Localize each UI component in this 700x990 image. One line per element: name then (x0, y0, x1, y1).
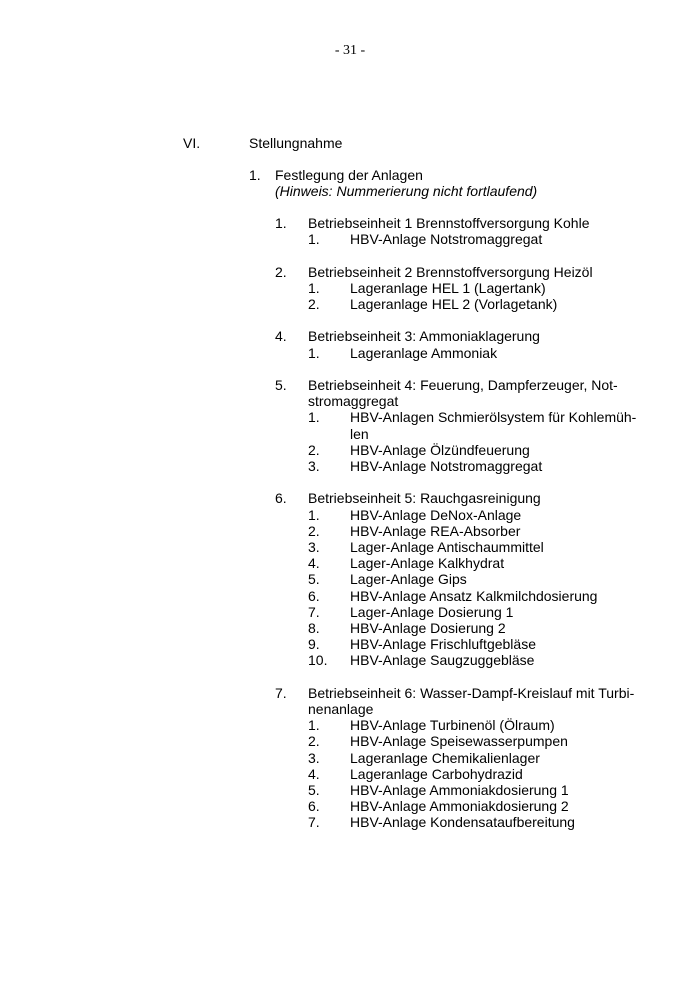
plant-number: 5. (308, 571, 320, 588)
unit-number: 5. (275, 377, 287, 393)
plant-name: Lager-Anlage Gips (350, 571, 467, 588)
plant-name: Lageranlage Chemikalienlager (350, 749, 540, 766)
plant-number: 1. (308, 344, 320, 361)
unit-number: 2. (275, 263, 287, 280)
plant-number: 2. (308, 522, 320, 539)
plant-number: 2. (308, 296, 320, 312)
plant-number: 4. (308, 765, 320, 782)
plant-name: Lager-Anlage Kalkhydrat (350, 555, 505, 572)
unit-title: Betriebseinheit 5: Rauchgasreinigung (308, 490, 541, 507)
plant-name: Lager-Anlage Dosierung 1 (350, 603, 514, 620)
plant-number: 10. (308, 652, 328, 669)
page-number: - 31 - (334, 43, 366, 58)
plant-name: HBV-Anlage Ammoniakdosierung 2 (350, 798, 569, 815)
plant-number: 5. (308, 782, 320, 798)
plant-name: HBV-Anlage Frischluftgebläse (350, 636, 536, 653)
plant-name: HBV-Anlage Notstromaggregat (350, 231, 543, 248)
unit-title: Betriebseinheit 4: Feuerung, Dampferzeuger, Not- (308, 377, 618, 393)
plant-number: 6. (308, 798, 320, 815)
plant-name: HBV-Anlage Ammoniakdosierung 1 (350, 782, 569, 798)
plant-number: 3. (308, 749, 320, 766)
unit-number: 4. (275, 328, 287, 345)
section-number: VI. (183, 135, 201, 151)
plant-name: Lager-Anlage Antischaummittel (350, 539, 544, 555)
item-number: 1. (249, 167, 261, 183)
unit-number: 1. (275, 215, 287, 231)
plant-number: 7. (308, 603, 320, 620)
unit-title: Betriebseinheit 6: Wasser-Dampf-Kreislauf mit Turbi- (308, 684, 635, 701)
plant-number: 1. (308, 409, 320, 426)
plant-number: 2. (308, 733, 320, 750)
unit-title: stromaggregat (308, 393, 399, 410)
unit-title: Betriebseinheit 1 Brennstoffversorgung Kohle (308, 215, 590, 231)
plant-number: 3. (308, 539, 320, 555)
plant-number: 4. (308, 555, 320, 572)
plant-number: 1. (308, 506, 320, 523)
plant-name: HBV-Anlagen Schmierölsystem für Kohlemüh- (350, 409, 637, 426)
unit-number: 6. (275, 490, 287, 507)
plant-number: 7. (308, 814, 320, 831)
section-title: Stellungnahme (249, 135, 343, 151)
plant-number: 8. (308, 620, 320, 636)
plant-number: 6. (308, 587, 320, 604)
plant-name: HBV-Anlage REA-Absorber (350, 522, 521, 539)
unit-title: Betriebseinheit 3: Ammoniaklagerung (308, 328, 540, 345)
item-note: (Hinweis: Nummerierung nicht fortlaufend) (275, 183, 538, 199)
plant-number: 1. (308, 717, 320, 734)
plant-name: HBV-Anlage Ölzündfeuerung (350, 441, 530, 458)
plant-name: HBV-Anlage DeNox-Anlage (350, 506, 522, 523)
plant-name: HBV-Anlage Saugzuggebläse (350, 652, 535, 669)
plant-name: HBV-Anlage Kondensataufbereitung (350, 814, 575, 831)
unit-number: 7. (275, 684, 287, 701)
plant-number: 2. (308, 441, 320, 458)
plant-name: HBV-Anlage Ansatz Kalkmilchdosierung (350, 587, 598, 604)
plant-name: HBV-Anlage Notstromaggregat (350, 458, 543, 474)
plant-number: 1. (308, 279, 320, 296)
unit-title: Betriebseinheit 2 Brennstoffversorgung Heizöl (308, 263, 593, 280)
plant-name: len (350, 425, 369, 442)
item-title: Festlegung der Anlagen (275, 167, 423, 183)
plant-name: HBV-Anlage Speisewasserpumpen (350, 733, 568, 750)
plant-number: 3. (308, 458, 320, 474)
plant-name: Lageranlage HEL 1 (Lagertank) (350, 279, 546, 296)
plant-name: Lageranlage Ammoniak (350, 344, 498, 361)
plant-name: Lageranlage Carbohydrazid (350, 765, 523, 782)
unit-title: nenanlage (308, 701, 374, 717)
plant-number: 9. (308, 636, 320, 653)
plant-number: 1. (308, 231, 320, 248)
plant-name: HBV-Anlage Dosierung 2 (350, 620, 506, 636)
plant-name: HBV-Anlage Turbinenöl (Ölraum) (350, 717, 555, 734)
plant-name: Lageranlage HEL 2 (Vorlagetank) (350, 296, 558, 312)
